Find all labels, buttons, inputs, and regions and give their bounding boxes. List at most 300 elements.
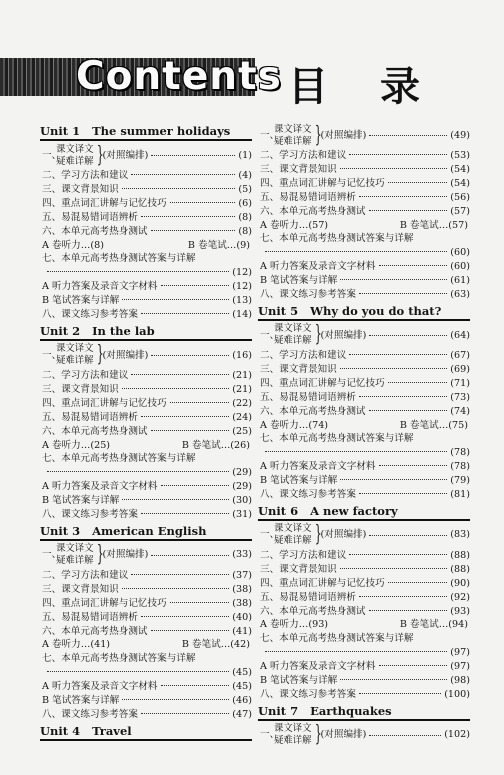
- dot-leader: [369, 135, 447, 136]
- page-number: (88): [450, 549, 470, 561]
- page-number: (38): [232, 597, 252, 609]
- dot-leader: [379, 465, 448, 466]
- entry-title: 二、学习方法和建议: [260, 549, 347, 561]
- unit-number: Unit 3: [40, 523, 81, 538]
- toc-entry: [258, 591, 470, 605]
- toc-entry-title-only: [40, 652, 252, 666]
- page-number: (98): [450, 675, 470, 687]
- entry-note: (对照编排): [320, 529, 367, 541]
- entry-title: B 笔试答案与详解: [42, 495, 120, 507]
- dot-leader: [141, 713, 229, 714]
- toc-entry: [258, 149, 470, 163]
- entry-title: 二、学习方法和建议: [42, 369, 129, 381]
- page-number: (78): [450, 447, 470, 459]
- unit-number: Unit 2: [40, 323, 81, 338]
- toc-entry: [258, 377, 470, 391]
- listening-entry: A 卷听力…(41): [42, 639, 111, 651]
- entry-top-label: 课文译文: [274, 323, 312, 335]
- dot-leader: [161, 685, 230, 686]
- page-number: (61): [450, 275, 470, 287]
- entry-prefix: 一、: [260, 329, 280, 341]
- entry-title: 二、学习方法和建议: [260, 150, 347, 161]
- page-number: (41): [232, 625, 252, 637]
- unit-title: A new factory: [310, 503, 398, 518]
- toc-entry: [258, 274, 470, 288]
- entry-title: 五、易混易错词语辨析: [260, 391, 356, 403]
- page-number: (53): [450, 150, 470, 161]
- toc-entry: [258, 674, 470, 688]
- entry-title: B 笔试答案与详解: [260, 475, 338, 487]
- dot-leader: [151, 355, 229, 356]
- toc-entry: [40, 369, 252, 383]
- page-number: (63): [450, 289, 470, 301]
- dot-leader: [369, 335, 447, 336]
- entry-title: A 听力答案及录音文字材料: [42, 281, 158, 293]
- entry-stack: [56, 543, 94, 567]
- dot-leader: [47, 471, 229, 472]
- page-number: (92): [450, 591, 470, 603]
- entry-title: 五、易混易错词语辨析: [42, 211, 138, 223]
- unit-number: Unit 5: [258, 303, 299, 318]
- entry-title: 三、课文背景知识: [42, 583, 119, 595]
- page-number: (64): [450, 329, 470, 341]
- entry-top-label: 课文译文: [274, 123, 312, 135]
- dot-leader: [170, 402, 230, 403]
- unit-heading: [258, 704, 470, 721]
- listening-entry: A 卷听力…(57): [260, 219, 329, 231]
- toc-entry-split: [258, 419, 470, 433]
- page-number: (47): [232, 709, 252, 720]
- dot-leader: [379, 265, 448, 266]
- entry-title: 六、本单元高考热身测试: [42, 625, 148, 637]
- entry-bottom-label: 疑难详解: [274, 335, 312, 347]
- brace-mark: }: [96, 142, 104, 168]
- toc-entry-continuation: [258, 246, 470, 260]
- entry-title: 五、易混易错词语辨析: [42, 411, 138, 423]
- writing-entry: B 卷笔试…(75): [399, 419, 468, 431]
- dot-leader: [359, 493, 447, 494]
- page-number: (71): [450, 377, 470, 389]
- page-number: (97): [450, 647, 470, 659]
- entry-note: (对照编排): [102, 549, 149, 561]
- entry-note: (对照编排): [102, 149, 149, 161]
- toc-entry: [40, 708, 252, 722]
- dot-leader: [141, 616, 229, 617]
- toc-entry: [40, 225, 252, 239]
- page-number: (14): [232, 309, 252, 321]
- page-number: (40): [232, 611, 252, 623]
- page-number: (93): [450, 605, 470, 617]
- toc-entry-bracket: [258, 722, 470, 749]
- unit-title: Why do you do that?: [310, 303, 442, 318]
- brace-mark: }: [314, 322, 322, 348]
- toc-entry: [258, 460, 470, 474]
- entry-note: (对照编排): [320, 129, 367, 141]
- entry-title: 七、本单元高考热身测试答案与详解: [42, 253, 196, 265]
- page-number: (45): [232, 681, 252, 693]
- dot-leader: [122, 499, 229, 500]
- dot-leader: [359, 693, 441, 694]
- toc-entry: [258, 405, 470, 419]
- toc-entry-split: [258, 618, 470, 632]
- entry-title: B 笔试答案与详解: [42, 695, 120, 707]
- dot-leader: [369, 210, 448, 211]
- unit-title: Earthquakes: [310, 703, 392, 718]
- page-number: (60): [450, 261, 470, 273]
- page-number: (30): [232, 495, 252, 507]
- entry-prefix: 一、: [42, 549, 62, 561]
- entry-top-label: 课文译文: [56, 543, 94, 555]
- entry-prefix: 一、: [260, 529, 280, 541]
- toc-entry: [258, 363, 470, 377]
- entry-title: 八、课文练习参考答案: [260, 689, 356, 700]
- toc-entry-continuation: [258, 646, 470, 660]
- brace-mark: }: [314, 722, 322, 748]
- entry-stack: [274, 323, 312, 347]
- toc-entry: [40, 680, 252, 694]
- entry-stack: [274, 723, 312, 747]
- page-number: (60): [450, 247, 470, 259]
- dot-leader: [359, 293, 447, 294]
- dot-leader: [151, 230, 236, 231]
- toc-entry: [258, 563, 470, 577]
- entry-title: 五、易混易错词语辨析: [42, 611, 138, 623]
- entry-title: A 听力答案及录音文字材料: [42, 481, 158, 493]
- entry-title: 三、课文背景知识: [260, 363, 337, 375]
- entry-bottom-label: 疑难详解: [56, 155, 94, 167]
- page-number: (24): [232, 411, 252, 423]
- dot-leader: [359, 196, 447, 197]
- entry-title: 七、本单元高考热身测试答案与详解: [42, 453, 196, 465]
- toc-entry: [258, 288, 470, 302]
- dot-leader: [265, 251, 447, 252]
- dot-leader: [388, 182, 448, 183]
- toc-entry: [258, 488, 470, 502]
- dot-leader: [161, 485, 230, 486]
- page-number: (37): [232, 569, 252, 581]
- entry-title: 五、易混易错词语辨析: [260, 591, 356, 603]
- dot-leader: [369, 610, 448, 611]
- entry-bottom-label: 疑难详解: [274, 535, 312, 547]
- unit-number: Unit 6: [258, 503, 299, 518]
- page-number: (8): [238, 225, 252, 237]
- dot-leader: [349, 354, 447, 355]
- entry-title: 三、课文背景知识: [260, 563, 337, 575]
- dot-leader: [47, 271, 229, 272]
- toc-entry-split: [40, 638, 252, 652]
- toc-entry: [258, 688, 470, 702]
- toc-entry-title-only: [258, 432, 470, 446]
- dot-leader: [265, 451, 447, 452]
- page-number: (81): [450, 489, 470, 501]
- page-number: (12): [232, 281, 252, 293]
- brace-mark: }: [96, 342, 104, 368]
- dot-leader: [369, 735, 441, 736]
- toc-entry: [40, 280, 252, 294]
- dot-leader: [369, 535, 447, 536]
- dot-leader: [388, 582, 448, 583]
- entry-title: 六、本单元高考热身测试: [260, 405, 366, 417]
- entry-title: 三、课文背景知识: [42, 183, 119, 195]
- page-number: (38): [232, 583, 252, 595]
- entry-stack: [274, 523, 312, 547]
- toc-entry: [40, 480, 252, 494]
- page-number: (49): [450, 129, 470, 141]
- page-number: (73): [450, 391, 470, 403]
- toc-entry: [40, 294, 252, 308]
- dot-leader: [122, 699, 229, 700]
- dot-leader: [388, 382, 448, 383]
- entry-note: (对照编排): [320, 329, 367, 341]
- entry-title: 四、重点词汇讲解与记忆技巧: [42, 197, 167, 209]
- page-number: (8): [238, 211, 252, 223]
- page-number: (69): [450, 363, 470, 375]
- brace-mark: }: [314, 522, 322, 548]
- toc-entry: [258, 163, 470, 177]
- entry-bottom-label: 疑难详解: [56, 555, 94, 567]
- toc-entry: [40, 183, 252, 197]
- dot-leader: [122, 388, 230, 389]
- page-number: (79): [450, 475, 470, 487]
- toc-entry-continuation: [258, 446, 470, 460]
- unit-heading: [258, 304, 470, 321]
- dot-leader: [131, 174, 235, 175]
- dot-leader: [161, 285, 230, 286]
- dot-leader: [265, 651, 447, 652]
- page-number: (102): [444, 729, 470, 741]
- entry-title: 八、课文练习参考答案: [42, 309, 138, 321]
- page-number: (74): [450, 405, 470, 417]
- entry-title: 七、本单元高考热身测试答案与详解: [260, 233, 414, 245]
- dot-leader: [349, 154, 447, 155]
- toc-entry-split: [40, 439, 252, 453]
- toc-entry: [258, 391, 470, 405]
- unit-heading: [40, 524, 252, 541]
- unit-heading: [40, 124, 252, 141]
- entry-title: B 笔试答案与详解: [260, 675, 338, 687]
- entry-prefix: 一、: [42, 349, 62, 361]
- dot-leader: [340, 679, 447, 680]
- toc-entry: [258, 260, 470, 274]
- dot-leader: [122, 588, 230, 589]
- entry-title: 五、易混易错词语辨析: [260, 191, 356, 203]
- entry-bottom-label: 疑难详解: [56, 355, 94, 367]
- entry-note: (对照编排): [320, 729, 367, 741]
- toc-entry-bracket: [40, 542, 252, 569]
- entry-prefix: 一、: [260, 129, 280, 141]
- entry-title: 六、本单元高考热身测试: [42, 425, 148, 437]
- writing-entry: B 卷笔试…(94): [399, 619, 468, 631]
- entry-title: 七、本单元高考热身测试答案与详解: [42, 653, 196, 665]
- dot-leader: [349, 554, 447, 555]
- page-number: (21): [232, 383, 252, 395]
- page-number: (1): [238, 149, 252, 161]
- writing-entry: B 卷笔试…(9): [187, 239, 250, 251]
- page-number: (4): [238, 170, 252, 181]
- unit-title: The summer holidays: [92, 124, 231, 138]
- toc-entry: [258, 660, 470, 674]
- toc-entry-continuation: [40, 666, 252, 680]
- toc-entry-split: [258, 219, 470, 233]
- page-number: (83): [450, 529, 470, 541]
- entry-title: 二、学习方法和建议: [260, 349, 347, 361]
- contents-title-chinese: 目录: [288, 64, 472, 110]
- toc-entry-bracket: [40, 342, 252, 369]
- toc-entry-bracket: [258, 522, 470, 549]
- dot-leader: [340, 168, 448, 169]
- entry-title: 四、重点词汇讲解与记忆技巧: [260, 377, 385, 389]
- dot-leader: [340, 279, 447, 280]
- listening-entry: A 卷听力…(25): [42, 439, 111, 451]
- entry-prefix: 一、: [260, 729, 280, 741]
- dot-leader: [151, 430, 230, 431]
- dot-leader: [131, 374, 229, 375]
- page-number: (25): [232, 425, 252, 437]
- entry-title: 四、重点词汇讲解与记忆技巧: [260, 577, 385, 589]
- dot-leader: [122, 299, 229, 300]
- toc-entry: [40, 611, 252, 625]
- page-number: (97): [450, 661, 470, 673]
- page-number: (29): [232, 467, 252, 479]
- toc-entry: [40, 597, 252, 611]
- dot-leader: [151, 155, 235, 156]
- writing-entry: B 卷笔试…(26): [181, 439, 250, 451]
- toc-entry: [40, 494, 252, 508]
- entry-stack: [56, 343, 94, 367]
- toc-entry: [40, 583, 252, 597]
- toc-entry-bracket: [258, 122, 470, 149]
- toc-entry: [258, 191, 470, 205]
- unit-title: Travel: [92, 723, 132, 738]
- entry-title: B 笔试答案与详解: [260, 275, 338, 287]
- toc-entry-title-only: [258, 632, 470, 646]
- entry-title: 七、本单元高考热身测试答案与详解: [260, 633, 414, 645]
- toc-entry: [40, 508, 252, 522]
- listening-entry: A 卷听力…(8): [42, 239, 104, 251]
- entry-title: 六、本单元高考热身测试: [260, 605, 366, 617]
- toc-entry: [258, 349, 470, 363]
- entry-title: A 听力答案及录音文字材料: [260, 261, 376, 273]
- toc-entry: [258, 577, 470, 591]
- entry-title: A 听力答案及录音文字材料: [42, 681, 158, 693]
- toc-entry: [258, 549, 470, 563]
- listening-entry: A 卷听力…(74): [260, 419, 329, 431]
- entry-title: 四、重点词汇讲解与记忆技巧: [42, 397, 167, 409]
- toc-entry-continuation: [40, 266, 252, 280]
- entry-top-label: 课文译文: [56, 343, 94, 355]
- dot-leader: [122, 188, 236, 189]
- brace-mark: }: [96, 542, 104, 568]
- entry-top-label: 课文译文: [56, 143, 94, 155]
- entry-title: 八、课文练习参考答案: [42, 509, 138, 521]
- toc-entry: [40, 569, 252, 583]
- entry-top-label: 课文译文: [274, 723, 312, 735]
- entry-title: 二、学习方法和建议: [42, 170, 129, 181]
- page-number: (54): [450, 177, 470, 189]
- toc-entry: [258, 177, 470, 191]
- entry-title: 六、本单元高考热身测试: [42, 225, 148, 237]
- entry-bottom-label: 疑难详解: [274, 735, 312, 747]
- page-number: (12): [232, 267, 252, 279]
- entry-prefix: 一、: [42, 149, 62, 161]
- dot-leader: [340, 479, 447, 480]
- dot-leader: [141, 416, 229, 417]
- brace-mark: }: [314, 122, 322, 148]
- dot-leader: [170, 202, 236, 203]
- toc-left-column: [40, 122, 252, 742]
- dot-leader: [170, 602, 230, 603]
- page-number: (78): [450, 461, 470, 473]
- toc-entry: [40, 694, 252, 708]
- page-number: (16): [232, 349, 252, 361]
- toc-entry: [40, 308, 252, 322]
- dot-leader: [340, 368, 448, 369]
- toc-entry: [258, 474, 470, 488]
- toc-entry-title-only: [40, 252, 252, 266]
- toc-entry: [40, 411, 252, 425]
- page-number: (67): [450, 349, 470, 361]
- entry-stack: [56, 144, 94, 168]
- page-number: (21): [232, 369, 252, 381]
- entry-title: A 听力答案及录音文字材料: [260, 461, 376, 473]
- unit-heading: [40, 324, 252, 341]
- dot-leader: [141, 313, 229, 314]
- unit-number: Unit 1: [40, 124, 81, 138]
- dot-leader: [359, 396, 447, 397]
- toc-entry: [40, 197, 252, 211]
- unit-number: Unit 4: [40, 723, 81, 738]
- writing-entry: B 卷笔试…(57): [399, 219, 468, 231]
- entry-title: 二、学习方法和建议: [42, 569, 129, 581]
- entry-title: 六、本单元高考热身测试: [260, 205, 366, 217]
- page-number: (13): [232, 295, 252, 307]
- toc-entry-title-only: [258, 232, 470, 246]
- entry-stack: [274, 124, 312, 148]
- dot-leader: [131, 574, 229, 575]
- page-number: (100): [444, 689, 470, 700]
- unit-heading: [258, 504, 470, 521]
- listening-entry: A 卷听力…(93): [260, 619, 329, 631]
- page-number: (88): [450, 563, 470, 575]
- entry-title: B 笔试答案与详解: [42, 295, 120, 307]
- dot-leader: [141, 513, 229, 514]
- page-number: (57): [450, 205, 470, 217]
- dot-leader: [151, 555, 229, 556]
- writing-entry: B 卷笔试…(42): [181, 639, 250, 651]
- unit-title: In the lab: [92, 323, 155, 338]
- entry-title: 四、重点词汇讲解与记忆技巧: [260, 177, 385, 189]
- dot-leader: [47, 671, 229, 672]
- dot-leader: [151, 630, 230, 631]
- toc-entry-bracket: [40, 142, 252, 169]
- toc-entry-bracket: [258, 322, 470, 349]
- unit-number: Unit 7: [258, 703, 299, 718]
- contents-banner: [0, 52, 504, 110]
- page-number: (33): [232, 549, 252, 561]
- toc-entry: [40, 169, 252, 183]
- page-number: (45): [232, 667, 252, 679]
- toc-entry: [258, 605, 470, 619]
- entry-title: 八、课文练习参考答案: [260, 289, 356, 301]
- toc-entry: [40, 211, 252, 225]
- dot-leader: [369, 410, 448, 411]
- dot-leader: [340, 568, 448, 569]
- toc-entry: [258, 205, 470, 219]
- contents-title: Contents: [76, 54, 282, 99]
- page-number: (54): [450, 163, 470, 175]
- entry-note: (对照编排): [102, 349, 149, 361]
- toc-entry: [40, 383, 252, 397]
